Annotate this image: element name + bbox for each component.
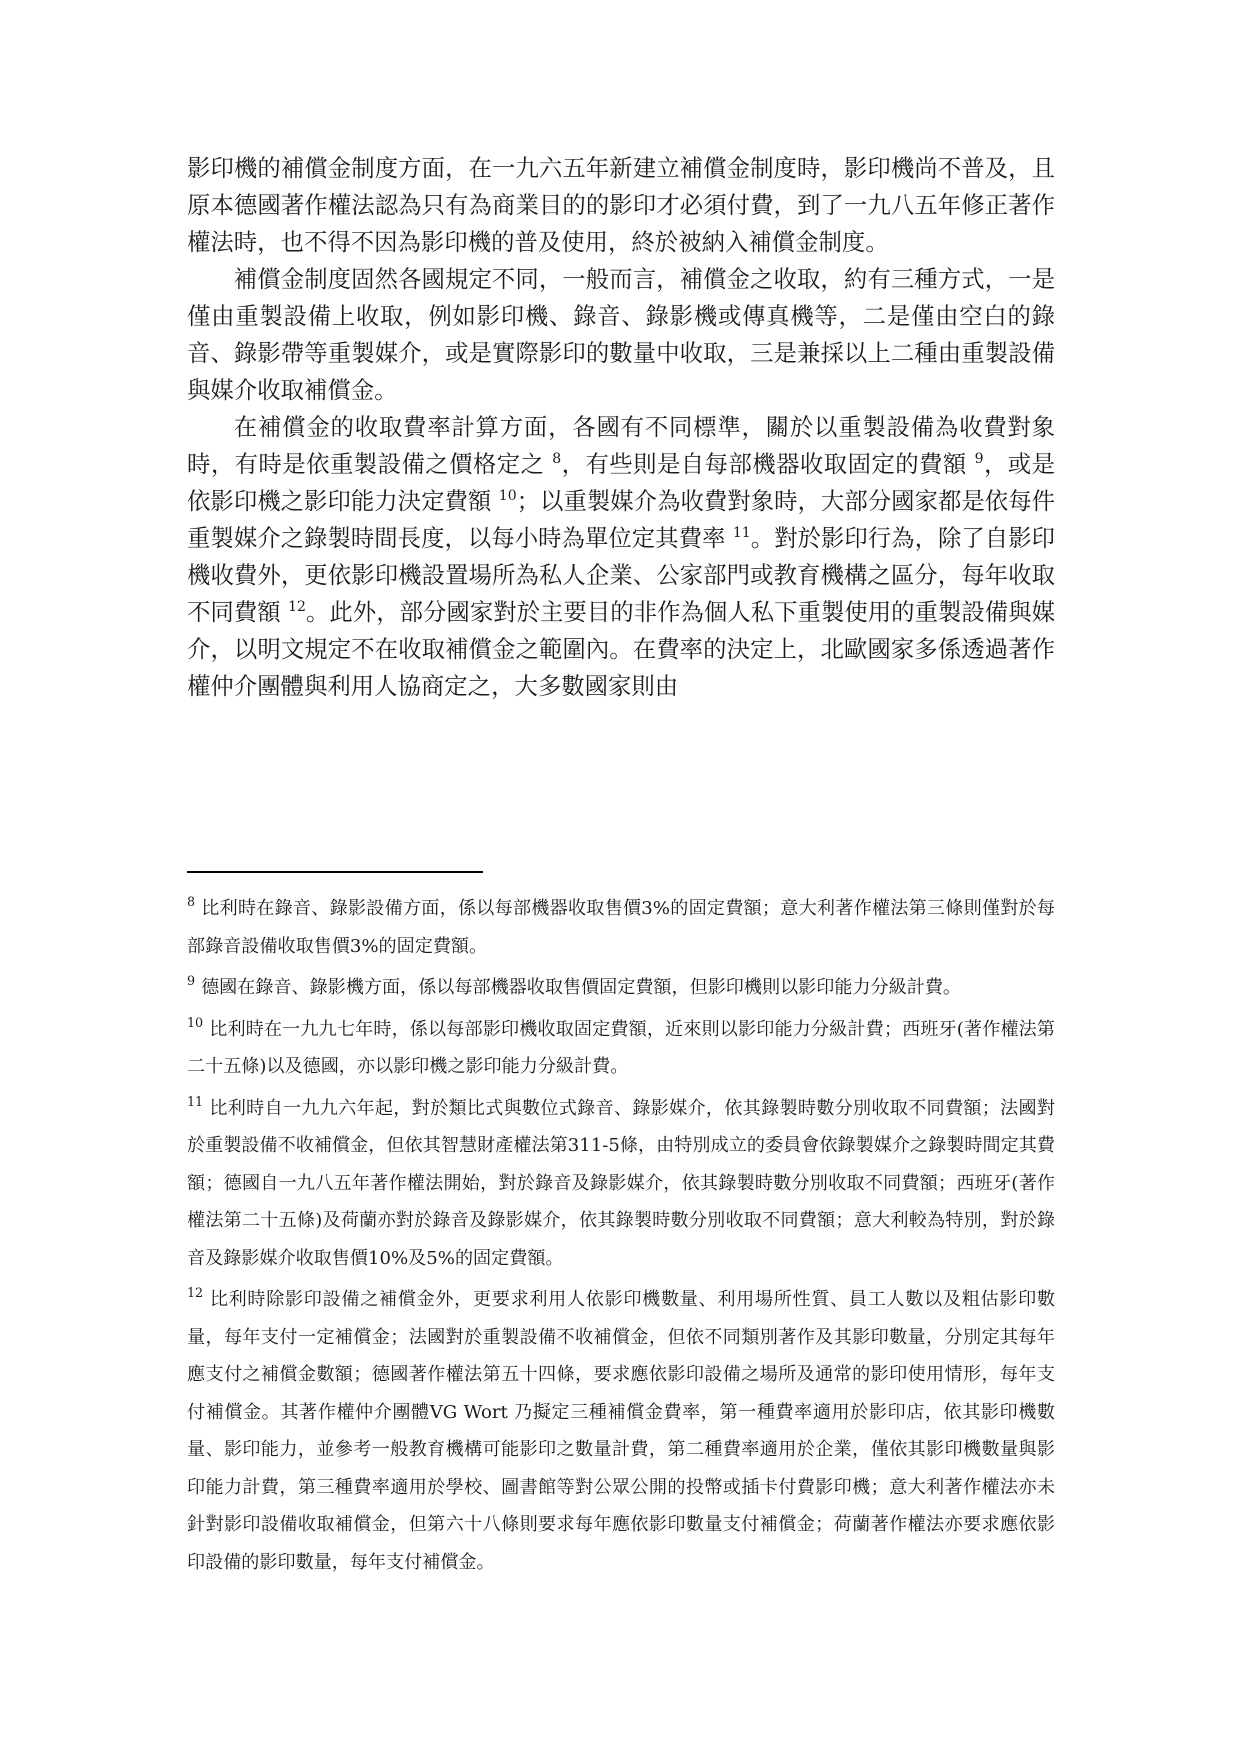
paragraph-text: 。對於影印行為，除了自影印機收費外，更依影印機設置場所為私人企業、公家部門或教育機構之區分，每年收取不同費額 — [187, 524, 1056, 626]
paragraph-text: 。此外，部分國家對於主要目的非作為個人私下重製使用的重製設備與媒介，以明文規定不在收取補償金之範圍內。在費率的決定上，北歐國家多係透過著作權仲介團體與利用人協商定之，大多數國家則由 — [187, 598, 1056, 700]
footnote-separator — [187, 871, 483, 873]
paragraph-text: ，有些則是自每部機器收取固定的費額 — [561, 450, 975, 478]
paragraph-text: ，或是依影印機之影印能力決定費額 — [187, 450, 1056, 515]
footnote-text: 德國在錄音、錄影機方面，係以每部機器收取售價固定費額，但影印機則以影印能力分級計費。 — [201, 977, 962, 998]
footnote-text: 比利時自一九九六年起，對於類比式與數位式錄音、錄影媒介，依其錄製時數分別收取不同費額；法國對於重製設備不收補償金，但依其智慧財產權法第311-5條，由特別成立的委員會依錄製媒介之錄製時間定其費額；德國自一九八五年著作權法開始，對於錄音及錄影媒介，依其錄製時數分別收取不同費額；西班牙(著作權法第二十五條)及荷蘭亦對於錄音及錄影媒介，依其錄製時數分別收取不同費額；意大利較為特別，對於錄音及錄影媒介收取售價10%及5%的固定費額。 — [187, 1097, 1055, 1269]
paragraph — [187, 409, 1055, 705]
footnote-mark: 9 — [187, 973, 196, 989]
footnote-reference: 11 — [732, 524, 751, 541]
footnote-mark: 10 — [187, 1014, 204, 1030]
footnote-mark: 11 — [187, 1093, 204, 1109]
footnote-text: 比利時在錄音、錄影設備方面，係以每部機器收取售價3%的固定費額；意大利著作權法第三條則僅對於每部錄音設備收取售價3%的固定費額。 — [187, 898, 1055, 957]
footnote — [187, 969, 1055, 1007]
footnote — [187, 1090, 1055, 1278]
paragraph: 影印機的補償金制度方面，在一九六五年新建立補償金制度時，影印機尚不普及，且原本德國著作權法認為只有為商業目的的影印才必須付費，到了一九八五年修正著作權法時，也不得不因為影印機的普及使用，終於被納入補償金制度。 — [187, 154, 1055, 256]
footnote-reference: 9 — [974, 450, 984, 467]
footnote — [187, 890, 1055, 965]
footnote-reference: 12 — [288, 598, 306, 615]
footnote — [187, 1011, 1055, 1086]
footnote — [187, 1281, 1055, 1581]
footnote-reference: 10 — [498, 487, 517, 504]
footnote-text: 比利時在一九九七年時，係以每部影印機收取固定費額，近來則以影印能力分級計費；西班牙(著作權法第二十五條)以及德國，亦以影印機之影印能力分級計費。 — [187, 1018, 1056, 1077]
paragraph: 補償金制度固然各國規定不同，一般而言，補償金之收取，約有三種方式，一是僅由重製設備上收取，例如影印機、錄音、錄影機或傳真機等，二是僅由空白的錄音、錄影帶等重製媒介，或是實際影印的數量中收取，三是兼採以上二種由重製設備與媒介收取補償金。 — [187, 265, 1055, 404]
paragraph-text: 在補償金的收取費率計算方面，各國有不同標準，關於以重製設備為收費對象時，有時是依重製設備之價格定之 — [187, 413, 1055, 478]
footnote-mark: 12 — [187, 1285, 204, 1301]
footnote-mark: 8 — [187, 894, 196, 910]
footnote-reference: 8 — [552, 450, 562, 467]
paragraph-text: ；以重製媒介為收費對象時，大部分國家都是依每件重製媒介之錄製時間長度，以每小時為單位定其費率 — [187, 487, 1055, 552]
footnotes — [187, 890, 1055, 1585]
body-text — [187, 150, 1055, 705]
footnote-text: 比利時除影印設備之補償金外，更要求利用人依影印機數量、利用場所性質、員工人數以及粗估影印數量，每年支付一定補償金；法國對於重製設備不收補償金，但依不同類別著作及其影印數量，分別定其每年應支付之補償金數額；德國著作權法第五十四條，要求應依影印設備之場所及通常的影印使用情形，每年支付補償金。其著作權仲介團體VG Wort 乃擬定三種補償金費率，第一種費率適用於影印店，依其影印機數量、影印能力，並參考一般教育機構可能影印之數量計費，第二種費率適用於企業，僅依其影印機數量與影印能力計費，第三種費率適用於學校、圖書館等對公眾公開的投幣或插卡付費影印機；意大利著作權法亦未針對影印設備收取補償金，但第六十八條則要求每年應依影印數量支付補償金；荷蘭著作權法亦要求應依影印設備的影印數量，每年支付補償金。 — [187, 1289, 1055, 1573]
